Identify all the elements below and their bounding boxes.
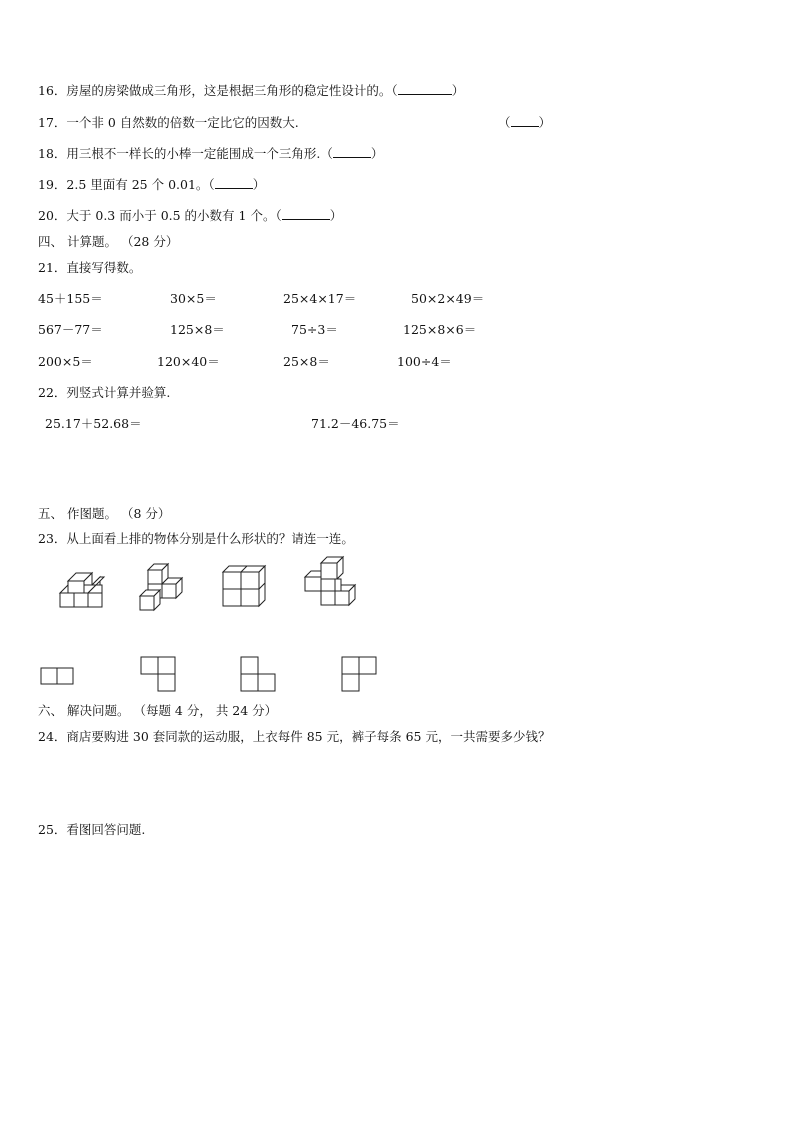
square-grid-drawing bbox=[140, 656, 176, 694]
calc-expression: 100÷4＝ bbox=[397, 354, 452, 369]
question-text: 2.5 里面有 25 个 0.01。 bbox=[66, 177, 209, 192]
calc-expression: 25×8＝ bbox=[283, 354, 330, 369]
question-17 bbox=[38, 115, 299, 131]
answer-blank[interactable] bbox=[398, 83, 452, 95]
cube-figure-4[interactable] bbox=[301, 557, 355, 609]
calc-expression: 50×2×49＝ bbox=[411, 291, 485, 306]
question-text: 大于 0.3 而小于 0.5 的小数有 1 个。 bbox=[66, 208, 276, 223]
top-view-shape-4[interactable] bbox=[341, 656, 377, 694]
calc-expression: 75÷3＝ bbox=[291, 322, 338, 337]
cube-stack-drawing bbox=[301, 557, 355, 609]
calc-expression: 25×4×17＝ bbox=[283, 291, 357, 306]
section-4-title: 四、 计算题。 （28 分） bbox=[38, 234, 179, 249]
cube-stack-drawing bbox=[136, 562, 188, 612]
q22-label: 22．列竖式计算并验算. bbox=[38, 385, 171, 400]
calc-expression: 567－77＝ bbox=[38, 322, 103, 337]
question-text: 一个非 0 自然数的倍数一定比它的因数大. bbox=[66, 115, 299, 130]
question-16: 16．房屋的房梁做成三角形，这是根据三角形的稳定性设计的。（ ） bbox=[38, 83, 465, 98]
answer-blank[interactable] bbox=[215, 177, 253, 189]
question-18: 18．用三根不一样长的小棒一定能围成一个三角形.（ ） bbox=[38, 146, 384, 161]
calc-expression: 200×5＝ bbox=[38, 354, 93, 369]
square-grid-drawing bbox=[240, 656, 276, 694]
square-grid-drawing bbox=[341, 656, 377, 694]
answer-blank[interactable] bbox=[282, 208, 330, 220]
vertical-calc-item: 25.17＋52.68＝ bbox=[45, 416, 142, 431]
section-6-title: 六、 解决问题。 （每题 4 分， 共 24 分） bbox=[38, 703, 278, 718]
question-number: 20． bbox=[38, 208, 67, 223]
vertical-calc-item: 71.2－46.75＝ bbox=[311, 416, 400, 431]
cube-figure-1[interactable] bbox=[56, 573, 106, 609]
cube-figure-3[interactable] bbox=[221, 564, 269, 608]
question-17-answer: （ ） bbox=[498, 115, 552, 130]
question-number: 17． bbox=[38, 115, 67, 130]
question-text: 用三根不一样长的小棒一定能围成一个三角形. bbox=[66, 146, 321, 161]
question-number: 16． bbox=[38, 83, 67, 98]
q23-label: 23．从上面看上排的物体分别是什么形状的？请连一连。 bbox=[38, 531, 354, 546]
question-number: 19． bbox=[38, 177, 67, 192]
calc-expression: 125×8＝ bbox=[170, 322, 225, 337]
top-view-shape-1[interactable] bbox=[40, 667, 76, 687]
calc-expression: 45＋155＝ bbox=[38, 291, 103, 306]
calc-expression: 30×5＝ bbox=[170, 291, 217, 306]
q24-label: 24．商店要购进 30 套同款的运动服，上衣每件 85 元，裤子每条 65 元，一共需要多少钱？ bbox=[38, 729, 551, 744]
cube-figure-2[interactable] bbox=[136, 562, 188, 612]
q21-label: 21．直接写得数。 bbox=[38, 260, 142, 275]
top-view-shape-3[interactable] bbox=[240, 656, 276, 694]
square-grid-drawing bbox=[40, 667, 76, 687]
question-text: 房屋的房梁做成三角形，这是根据三角形的稳定性设计的。 bbox=[66, 83, 392, 98]
cube-stack-drawing bbox=[56, 573, 106, 609]
top-view-shape-2[interactable] bbox=[140, 656, 176, 694]
question-number: 18． bbox=[38, 146, 67, 161]
q25-label: 25．看图回答问题. bbox=[38, 822, 146, 837]
section-5-title: 五、 作图题。 （8 分） bbox=[38, 506, 171, 521]
question-20: 20．大于 0.3 而小于 0.5 的小数有 1 个。（ ） bbox=[38, 208, 343, 223]
calc-expression: 120×40＝ bbox=[157, 354, 220, 369]
question-19: 19．2.5 里面有 25 个 0.01。（ ） bbox=[38, 177, 266, 192]
calc-expression: 125×8×6＝ bbox=[403, 322, 477, 337]
cube-stack-drawing bbox=[221, 564, 269, 608]
answer-blank[interactable] bbox=[511, 115, 539, 127]
answer-blank[interactable] bbox=[333, 146, 371, 158]
